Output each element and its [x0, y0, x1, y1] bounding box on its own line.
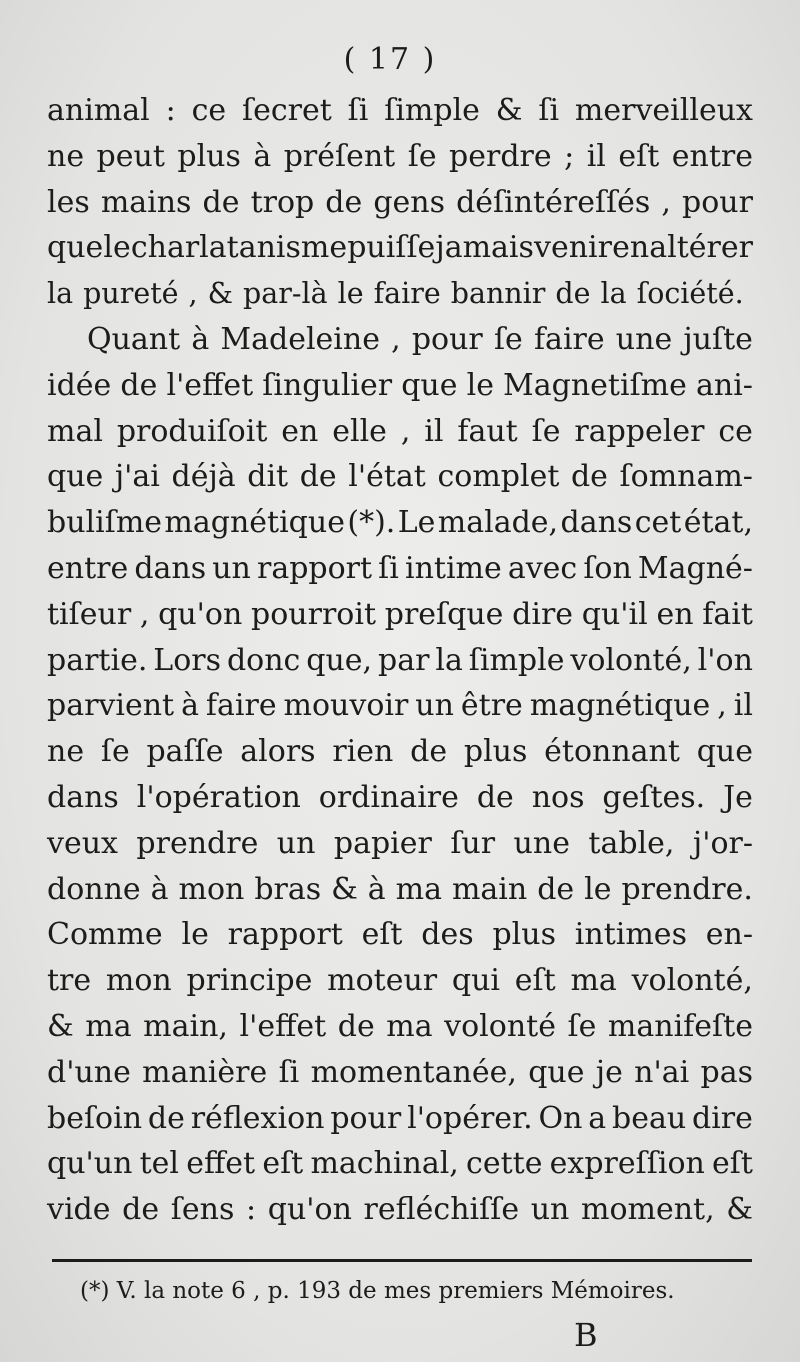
footnote: (*) V. la note 6 , p. 193 de mes premiers Mémoires.	[80, 1278, 675, 1304]
text-line-3: les mains de trop de gens déſintéreſſés , pour	[47, 184, 753, 220]
text-line-5: la pureté , & par-là le faire bannir de la ſociété.	[47, 277, 744, 311]
text-line-20: tre mon principe moteur qui eſt ma volonté,	[47, 963, 753, 999]
text-line-21: & ma main, l'effet de ma volonté ſe manifeſte	[47, 1008, 753, 1044]
text-line-10: buliſme magnétique (*). Le malade, dans cet état,	[47, 505, 753, 541]
text-line-23: beſoin de réflexion pour l'opérer. On a beau dire	[47, 1100, 753, 1136]
text-line-24: qu'un tel effet eſt machinal, cette expreſſion eſt	[47, 1146, 753, 1182]
text-line-18: donne à mon bras & à ma main de le prendre.	[47, 871, 753, 907]
footnote-divider	[52, 1259, 752, 1262]
page-number: ( 17 )	[343, 42, 437, 77]
body-text	[47, 88, 753, 1233]
text-line-15: ne ſe paſſe alors rien de plus étonnant que	[47, 734, 753, 770]
text-line-9: que j'ai déjà dit de l'état complet de ſomnam-	[47, 459, 753, 495]
text-line-6: Quant à Madeleine , pour ſe faire une juſte	[87, 321, 753, 357]
text-line-2: ne peut plus à préſent ſe perdre ; il eſt entre	[47, 138, 753, 174]
text-line-25: vide de ſens : qu'on refléchiſſe un moment, &	[47, 1192, 753, 1228]
text-line-4: que le charlatanisme puiſſe jamais venir en altérer	[47, 230, 753, 266]
text-line-19: Comme le rapport eſt des plus intimes en-	[47, 917, 753, 953]
signature-mark: B	[574, 1316, 598, 1354]
text-line-1: animal : ce ſecret ſi ſimple & ſi merveilleux	[47, 93, 753, 128]
text-line-8: mal produiſoit en elle , il faut ſe rappeler ce	[47, 413, 753, 449]
text-line-7: idée de l'effet ſingulier que le Magnetiſme ani-	[47, 367, 753, 403]
text-line-16: dans l'opération ordinaire de nos geſtes. Je	[47, 779, 753, 815]
text-line-17: veux prendre un papier ſur une table, j'or-	[47, 825, 753, 861]
text-line-12: tiſeur , qu'on pourroit preſque dire qu'il en fait	[47, 596, 753, 632]
text-line-11: entre dans un rapport ſi intime avec ſon Magné-	[47, 550, 753, 586]
text-line-22: d'une manière ſi momentanée, que je n'ai pas	[47, 1054, 753, 1090]
text-line-14: parvient à faire mouvoir un être magnétique , il	[47, 688, 753, 724]
text-line-13: partie. Lors donc que, par la ſimple volonté, l'on	[47, 642, 753, 678]
